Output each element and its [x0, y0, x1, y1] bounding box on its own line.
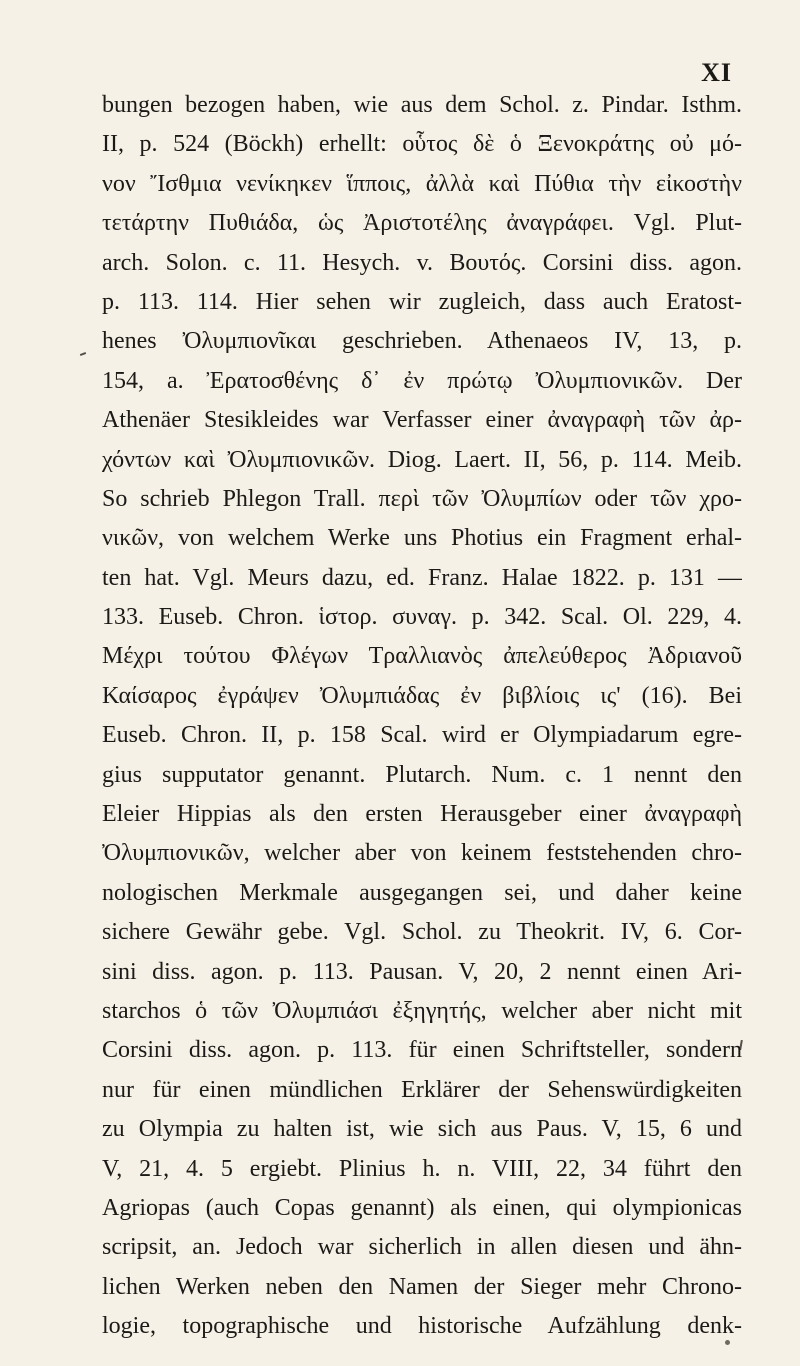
text-line: νον Ἴσθμια νενίκηκεν ἵπποις, ἀλλὰ καὶ Πύθια τὴν εἰκοστὴν: [102, 170, 742, 197]
text-line: νικῶν, von welchem Werke uns Photius ein Fragment erhal-: [102, 525, 742, 552]
text-line: bungen bezogen haben, wie aus dem Schol. z. Pindar. Isthm.: [102, 92, 742, 118]
text-line: Agriopas (auch Copas genannt) als einen, qui olympionicas: [102, 1194, 742, 1221]
body-text: [102, 86, 742, 1347]
text-line: Μέχρι τούτου Φλέγων Τραλλιανὸς ἀπελεύθερος Ἀδριανοῦ: [102, 643, 742, 670]
text-line: Eleier Hippias als den ersten Herausgeber einer ἀναγραφὴ: [102, 801, 742, 828]
text-line: lichen Werken neben den Namen der Sieger mehr Chrono-: [102, 1273, 742, 1300]
text-line: χόντων καὶ Ὀλυμπιονικῶν. Diog. Laert. II, 56, p. 114. Meib.: [102, 446, 742, 473]
text-line: Ὀλυμπιονικῶν, welcher aber von keinem feststehenden chro-: [102, 840, 742, 867]
text-line: logie, topographische und historische Aufzählung denk-: [102, 1313, 742, 1340]
text-line: Euseb. Chron. II, p. 158 Scal. wird er Olympiadarum egre-: [102, 722, 742, 749]
page-number: XI: [701, 58, 732, 87]
text-line: p. 113. 114. Hier sehen wir zugleich, dass auch Eratost-: [102, 288, 742, 315]
text-line: 154, a. Ἐρατοσθένης δ᾽ ἐν πρώτῳ Ὀλυμπιονικῶν. Der: [102, 367, 742, 394]
text-line: II, p. 524 (Böckh) erhellt: οὗτος δὲ ὁ Ξενοκράτης οὐ μό-: [102, 131, 742, 158]
text-line: arch. Solon. c. 11. Hesych. v. Βουτός. Corsini diss. agon.: [102, 249, 742, 276]
text-line: Καίσαρος ἐγράψεν Ὀλυμπιάδας ἐν βιβλίοις ις' (16). Bei: [102, 682, 742, 709]
text-line: gius supputator genannt. Plutarch. Num. c. 1 nennt den: [102, 761, 742, 788]
text-line: Athenäer Stesikleides war Verfasser einer ἀναγραφὴ τῶν ἀρ-: [102, 407, 742, 434]
text-line: Corsini diss. agon. p. 113. für einen Schriftsteller, sondern: [102, 1037, 742, 1064]
text-line: V, 21, 4. 5 ergiebt. Plinius h. n. VIII, 22, 34 führt den: [102, 1155, 742, 1182]
text-line: sichere Gewähr gebe. Vgl. Schol. zu Theokrit. IV, 6. Cor-: [102, 919, 742, 946]
text-line: So schrieb Phlegon Trall. περὶ τῶν Ὀλυμπίων oder τῶν χρο-: [102, 485, 742, 512]
margin-mark: [80, 352, 86, 356]
text-line: 133. Euseb. Chron. ἱστορ. συναγ. p. 342. Scal. Ol. 229, 4.: [102, 604, 742, 631]
footer-dot: [725, 1340, 730, 1345]
text-line: zu Olympia zu halten ist, wie sich aus Paus. V, 15, 6 und: [102, 1116, 742, 1143]
text-line: nur für einen mündlichen Erklärer der Sehenswürdigkeiten: [102, 1076, 742, 1103]
text-line: starchos ὁ τῶν Ὀλυμπιάσι ἐξηγητής, welcher aber nicht mit: [102, 997, 742, 1024]
text-line: henes Ὀλυμπιονῖκαι geschrieben. Athenaeos IV, 13, p.: [102, 328, 742, 355]
text-line: scripsit, an. Jedoch war sicherlich in allen diesen und ähn-: [102, 1234, 742, 1261]
text-line: sini diss. agon. p. 113. Pausan. V, 20, 2 nennt einen Ari-: [102, 958, 742, 985]
text-line: ten hat. Vgl. Meurs dazu, ed. Franz. Halae 1822. p. 131 —: [102, 564, 742, 591]
text-line: nologischen Merkmale ausgegangen sei, und daher keine: [102, 879, 742, 906]
text-line: τετάρτην Πυθιάδα, ὡς Ἀριστοτέλης ἀναγράφει. Vgl. Plut-: [102, 210, 742, 237]
